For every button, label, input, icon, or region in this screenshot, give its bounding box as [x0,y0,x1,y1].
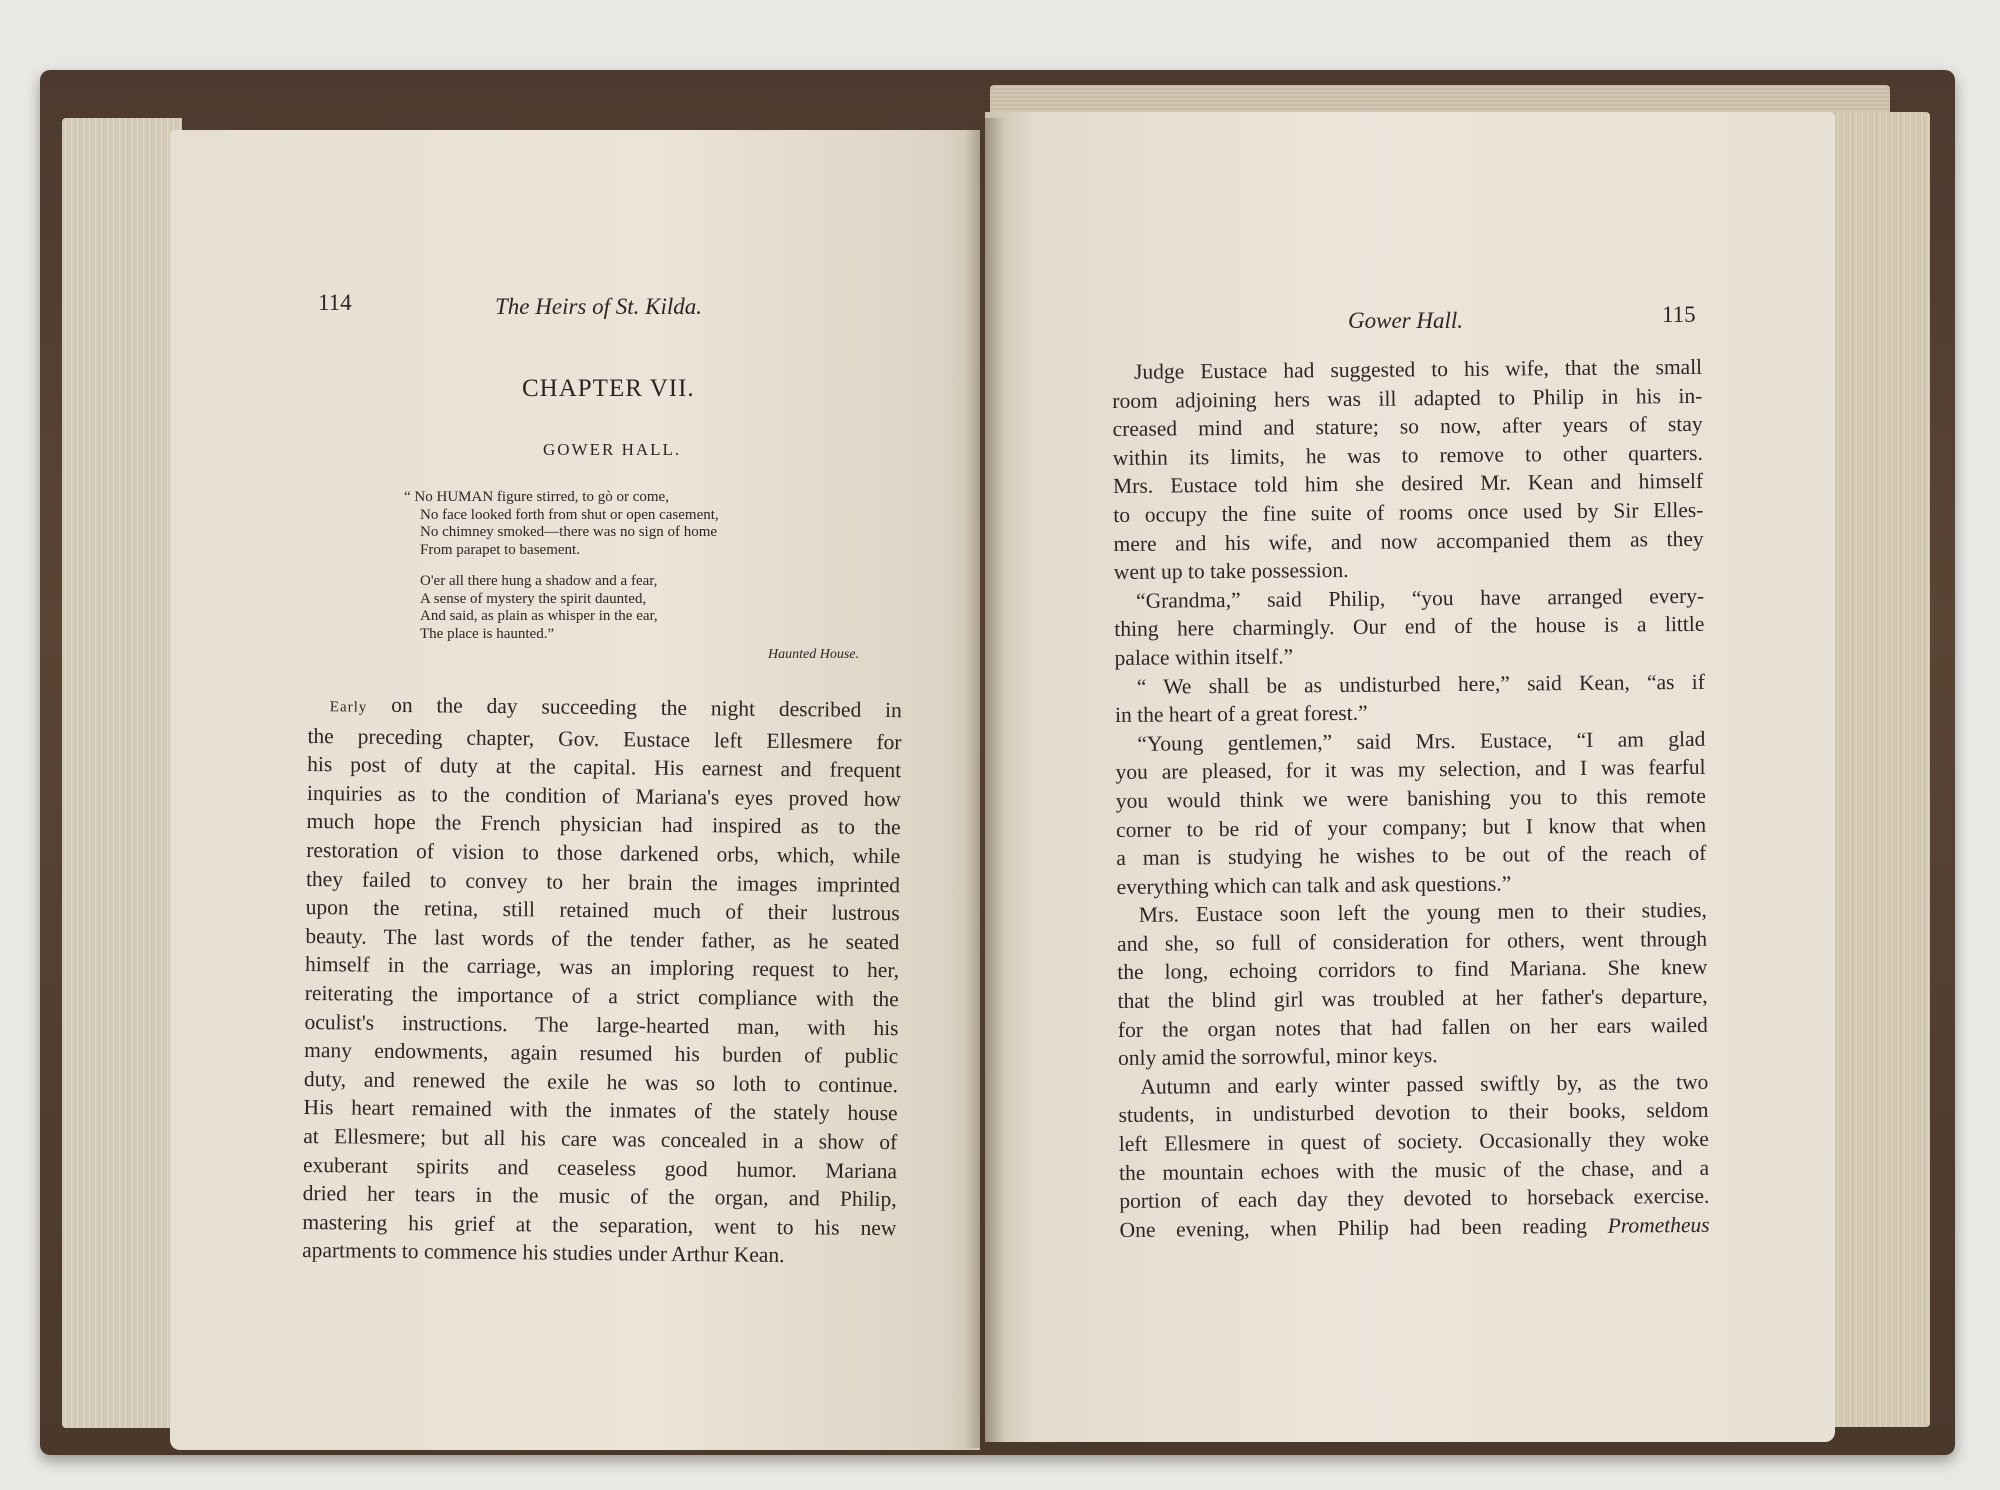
body-line: within its limits, he was to remove to other quarters. [1112,440,1703,470]
body-line: Mrs. Eustace told him she desired Mr. Kean and himself [1113,469,1704,499]
body-line: corner to be rid of your company; but I know that when [1116,812,1707,842]
body-line: much hope the French physician had inspired as to the [306,809,901,840]
body-line: the long, echoing corridors to find Mariana. She knew [1117,955,1708,985]
body-line: “Grandma,” said Philip, “you have arranged every- [1136,583,1705,613]
body-line: beauty. The last words of the tender father, as he seated [305,923,900,954]
epigraph-line: A sense of mystery the spirit daunted, [420,590,647,607]
body-line: portion of each day they devoted to horseback exercise. [1119,1184,1710,1214]
body-line: palace within itself.” [1114,644,1294,670]
body-line: himself in the carriage, was an imploring request to her, [305,952,900,983]
epigraph-line: The place is haunted.” [420,625,555,642]
epigraph-line: O'er all there hung a shadow and a fear, [420,573,658,589]
body-line: went up to take possession. [1113,558,1349,585]
body-line: for the organ notes that had fallen on her ears wailed [1117,1012,1708,1042]
right-running-head: Gower Hall. [1348,308,1463,333]
body-line: room adjoining hers was ill adapted to Philip in his in- [1112,383,1703,413]
left-body-text [302,690,902,1271]
epigraph-line: No chimney smoked—there was no sign of home [420,524,718,540]
body-line: inquiries as to the condition of Mariana's eyes proved how [306,780,902,811]
epigraph-line: No face looked forth from shut or open casement, [420,506,719,523]
epigraph-line: And said, as plain as whisper in the ear, [420,608,658,624]
body-line: at Ellesmere; but all his care was concealed in a show of [303,1123,898,1155]
body-line: you are pleased, for it was my selection, and I was fearful [1115,755,1706,785]
chapter-title: CHAPTER VII. [522,375,695,402]
chapter-subtitle: GOWER HALL. [543,440,682,459]
body-line: everything which can talk and ask questions.” [1116,871,1512,899]
body-line: his post of duty at the capital. His earnest and frequent [307,752,902,783]
body-line: oculist's instructions. The large-hearted man, with his [304,1009,899,1040]
body-line: One evening, when Philip had been reading Prometheus [1119,1212,1710,1242]
body-line: reiterating the importance of a strict compliance with the [304,980,899,1012]
body-line: Early on the day succeeding the night described in [329,692,902,723]
body-line: a man is studying he wishes to be out of the reach of [1116,840,1707,871]
epigraph-attribution: Haunted House. [768,647,859,662]
body-line: His heart remained with the inmates of the stately house [303,1095,898,1126]
body-line: dried her tears in the music of the organ, and Philip, [302,1181,897,1212]
body-line: many endowments, again resumed his burden of public [304,1038,899,1069]
right-page-number: 115 [1662,302,1696,327]
body-line: Autumn and early winter passed swiftly by, as the two [1140,1069,1709,1099]
opening-word: Early [329,699,368,716]
body-line: only amid the sorrowful, minor keys. [1118,1043,1438,1071]
body-line: exuberant spirits and ceaseless good humor. Mariana [302,1152,898,1183]
body-line: thing here charmingly. Our end of the house is a little [1114,612,1705,642]
body-line: they failed to convey to her brain the images imprinted [305,866,901,897]
epigraph-line: “ No HUMAN figure stirred, to gò or come, [404,489,669,505]
italic-word: Prometheus [1607,1212,1710,1238]
body-line: students, in undisturbed devotion to their books, seldom [1118,1098,1709,1128]
body-line: mere and his wife, and now accompanied them as they [1113,526,1704,556]
body-line: duty, and renewed the exile he was so loth to continue. [303,1066,899,1097]
epigraph [404,489,719,643]
body-line: Mrs. Eustace soon left the young men to their studies, [1138,898,1707,928]
body-line: in the heart of a great forest.” [1115,700,1368,728]
page-edges-right [1830,112,1930,1427]
body-line: restoration of vision to those darkened orbs, which, while [306,837,901,869]
body-line: left Ellesmere in quest of society. Occasionally they woke [1118,1126,1709,1157]
body-line: to occupy the fine suite of rooms once used by Sir Elles- [1113,497,1704,527]
book-gutter [965,118,1005,1448]
page-edges-left [62,118,182,1428]
left-page-number: 114 [318,290,352,315]
body-line: apartments to commence his studies under Arthur Kean. [302,1238,785,1268]
body-line: the preceding chapter, Gov. Eustace left Ellesmere for [307,723,902,754]
left-running-head: The Heirs of St. Kilda. [495,294,703,319]
body-line: mastering his grief at the separation, went to his new [302,1209,897,1240]
body-line: and she, so full of consideration for others, went through [1117,926,1708,956]
epigraph-line: From parapet to basement. [420,541,580,558]
body-line: the mountain echoes with the music of the chase, and a [1119,1155,1710,1185]
body-line: upon the retina, still retained much of their lustrous [305,895,900,926]
body-line: creased mind and stature; so now, after years of stay [1112,412,1703,442]
body-line: “Young gentlemen,” said Mrs. Eustace, “I am glad [1137,726,1706,756]
body-line: Judge Eustace had suggested to his wife, that the small [1134,354,1703,384]
body-line: you would think we were banishing you to this remote [1115,783,1706,813]
body-line: that the blind girl was troubled at her father's departure, [1117,983,1708,1014]
body-line: “ We shall be as undisturbed here,” said Kean, “as if [1136,669,1705,699]
right-body-text [1112,353,1710,1245]
